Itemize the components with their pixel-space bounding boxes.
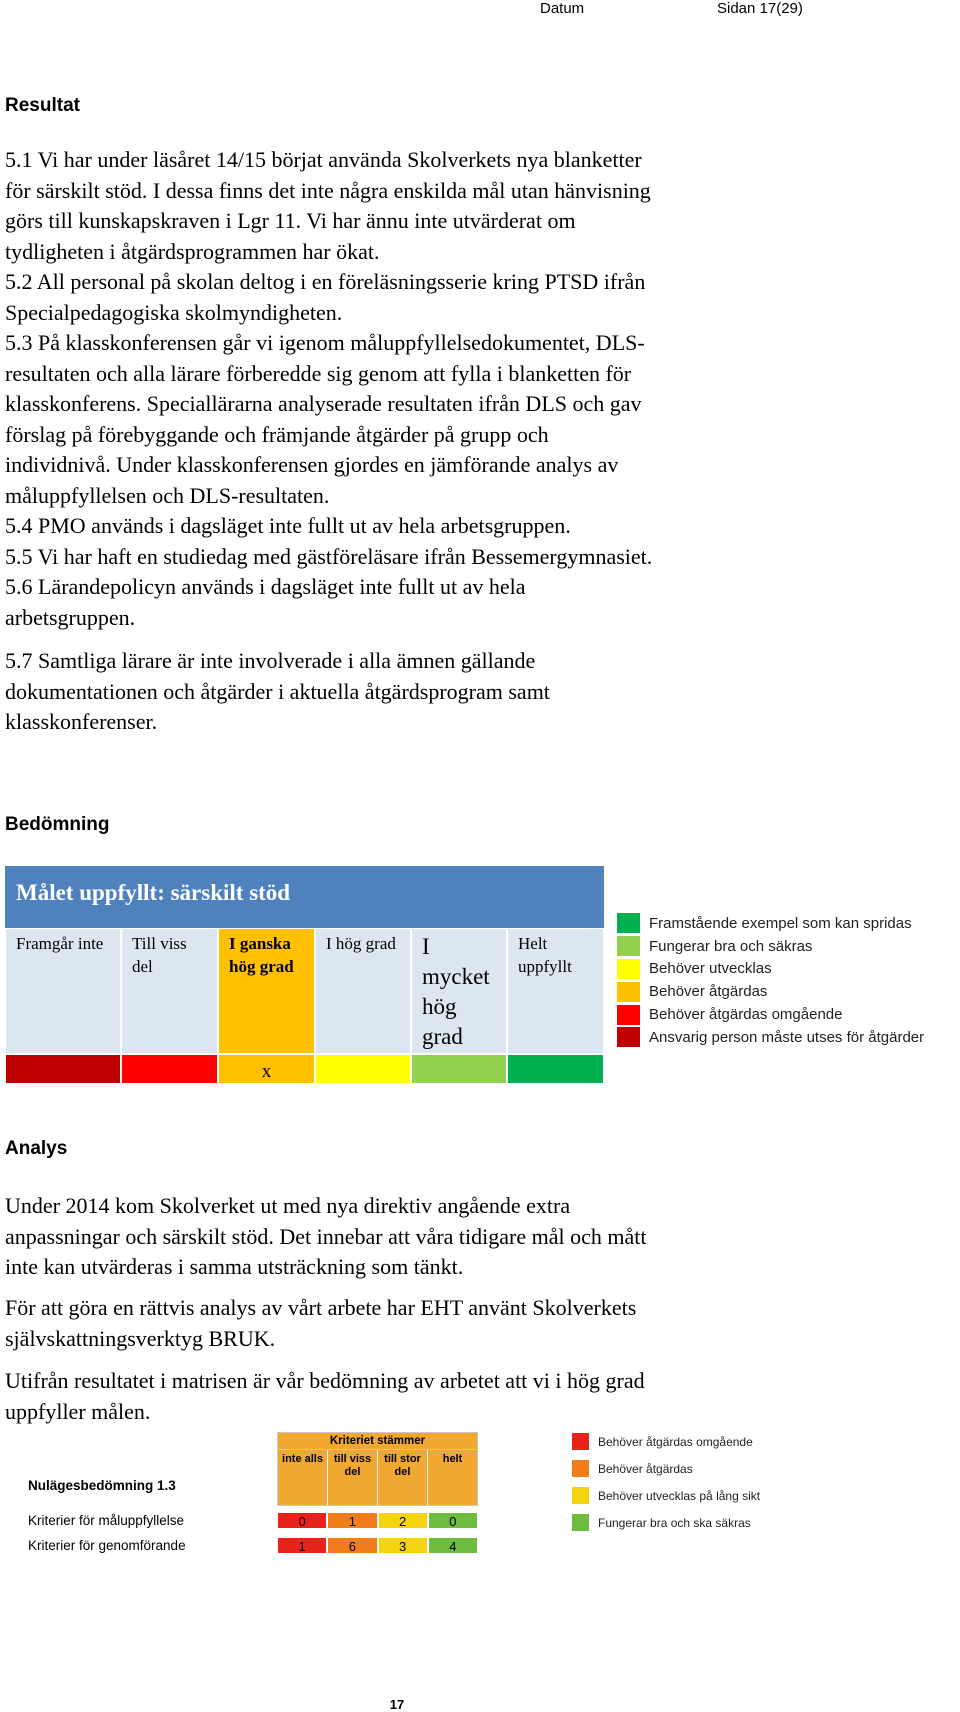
assessment-table-title: Målet uppfyllt: särskilt stöd <box>5 866 604 928</box>
resultat-line: dokumentationen och åtgärder i aktuella åtgärdsprogram samt <box>5 678 550 704</box>
assessment-column-label: Framgår inte <box>5 928 121 1054</box>
analys-paragraph-3 <box>5 1366 925 1427</box>
nulage-title: Nulägesbedömning 1.3 <box>28 1478 176 1493</box>
analys-line: inte kan utvärderas i samma utsträckning som tänkt. <box>5 1254 464 1279</box>
matrix-column-header: till viss del <box>327 1450 377 1505</box>
resultat-body-5-7 <box>5 646 925 738</box>
assessment-color-cell <box>121 1054 218 1084</box>
analys-line: Under 2014 kom Skolverket ut med nya direktiv angående extra <box>5 1193 571 1218</box>
legend-swatch <box>617 982 640 1002</box>
analys-line: anpassningar och särskilt stöd. Det innebar att våra tidigare mål och mått <box>5 1223 647 1249</box>
resultat-body <box>5 145 925 633</box>
resultat-line: förslag på förebyggande och främjande åtgärder på grupp och <box>5 421 549 447</box>
legend-item <box>617 980 957 1003</box>
legend-label: Framstående exempel som kan spridas <box>649 914 912 932</box>
matrix-cell: 1 <box>327 1512 377 1529</box>
matrix-cell: 3 <box>378 1537 428 1554</box>
resultat-line: 5.7 Samtliga lärare är inte involverade i alla ämnen gällande <box>5 648 536 673</box>
matrix-column-headers <box>277 1450 478 1506</box>
resultat-line: 5.2 All personal på skolan deltog i en föreläsningsserie kring PTSD ifrån <box>5 269 646 294</box>
resultat-line: för särskilt stöd. I dessa finns det inte några enskilda mål utan hänvisning <box>5 177 651 203</box>
resultat-line: Specialpedagogiska skolmyndigheten. <box>5 299 343 325</box>
matrix-column-header: helt <box>427 1450 477 1505</box>
assessment-color-cell <box>411 1054 507 1084</box>
resultat-line: resultaten och alla lärare förberedde sig genom att fylla i blanketten för <box>5 360 632 386</box>
nulage-legend-swatch <box>572 1487 589 1504</box>
nulage-legend-item <box>572 1428 760 1455</box>
header-date: Datum <box>540 0 585 17</box>
legend-label: Behöver utvecklas <box>649 960 772 978</box>
resultat-line: 5.3 På klasskonferensen går vi igenom måluppfyllelsedokumentet, DLS- <box>5 330 645 355</box>
nulage-legend-label: Behöver åtgärdas <box>598 1461 693 1476</box>
analys-line: självskattningsverktyg BRUK. <box>5 1325 276 1351</box>
assessment-color-cell <box>5 1054 121 1084</box>
assessment-column-label: I mycket hög grad <box>411 928 507 1054</box>
nulage-legend-item <box>572 1455 760 1482</box>
resultat-line: måluppfyllelsen och DLS-resultaten. <box>5 482 330 508</box>
nulage-legend-label: Behöver utvecklas på lång sikt <box>598 1488 761 1503</box>
matrix-column-header: inte alls <box>282 1453 323 1465</box>
resultat-line: 5.1 Vi har under läsåret 14/15 börjat använda Skolverkets nya blanketter <box>5 147 642 172</box>
analys-line: uppfyller målen. <box>5 1398 151 1424</box>
resultat-line: klasskonferens. Speciallärarna analyserade resultaten ifrån DLS och gav <box>5 391 642 416</box>
legend-label: Ansvarig person måste utses för åtgärder <box>649 1028 925 1046</box>
nulage-legend-item <box>572 1509 760 1536</box>
bedomning-heading: Bedömning <box>5 814 110 835</box>
assessment-color-cell <box>315 1054 411 1084</box>
header-page-number: Sidan 17(29) <box>717 0 803 17</box>
nulage-legend-item <box>572 1482 760 1509</box>
assessment-table-labels <box>5 928 604 1054</box>
matrix-row-maluppfyllelse <box>277 1512 478 1529</box>
resultat-line: 5.5 Vi har haft en studiedag med gästföreläsare ifrån Bessemergymnasiet. <box>5 543 653 569</box>
nulage-matrix <box>277 1432 478 1554</box>
analys-line: För att göra en rättvis analys av vårt arbete har EHT använt Skolverkets <box>5 1295 637 1320</box>
assessment-column-label: Helt uppfyllt <box>507 928 604 1054</box>
nulage-legend-swatch <box>572 1433 589 1450</box>
resultat-line: görs till kunskapskraven i Lgr 11. Vi har ännu inte utvärderat om <box>5 208 576 233</box>
legend-item <box>617 1026 957 1049</box>
nulage-legend-swatch <box>572 1460 589 1477</box>
matrix-cell: 1 <box>277 1537 327 1554</box>
matrix-cell: 0 <box>428 1512 478 1529</box>
nulage-legend-label: Fungerar bra och ska säkras <box>598 1515 751 1530</box>
resultat-line: 5.4 PMO används i dagsläget inte fullt ut av hela arbetsgruppen. <box>5 513 571 538</box>
assessment-column-label: I hög grad <box>315 928 411 1054</box>
matrix-cell: 4 <box>428 1537 478 1554</box>
legend-item <box>617 1003 957 1026</box>
nulage-row1-label: Kriterier för måluppfyllelse <box>28 1513 185 1528</box>
assessment-column-label: Till viss del <box>121 928 218 1054</box>
resultat-line: individnivå. Under klasskonferensen gjordes en jämförande analys av <box>5 452 619 477</box>
nulage-row2-label: Kriterier för genomförande <box>28 1538 186 1553</box>
resultat-line: klasskonferenser. <box>5 709 158 734</box>
legend-swatch <box>617 1005 640 1025</box>
footer-page-number: 17 <box>389 1697 405 1712</box>
nulage-legend-swatch <box>572 1514 589 1531</box>
analys-heading: Analys <box>5 1138 68 1159</box>
legend-swatch <box>617 936 640 956</box>
assessment-column-label: I ganska hög grad <box>218 928 315 1054</box>
matrix-column-header: till stor del <box>377 1450 427 1505</box>
matrix-cell: 2 <box>378 1512 428 1529</box>
assessment-table-colors <box>5 1054 604 1084</box>
legend-label: Behöver åtgärdas <box>649 983 768 1001</box>
nulage-legend-label: Behöver åtgärdas omgående <box>598 1434 753 1449</box>
assessment-color-cell: x <box>218 1054 315 1084</box>
resultat-line: tydligheten i åtgärdsprogrammen har ökat. <box>5 238 380 264</box>
legend-label: Fungerar bra och säkras <box>649 937 813 955</box>
analys-paragraph-1 <box>5 1191 925 1283</box>
legend-label: Behöver åtgärdas omgående <box>649 1006 843 1024</box>
matrix-cell: 6 <box>327 1537 377 1554</box>
analys-paragraph-2 <box>5 1293 925 1354</box>
legend-swatch <box>617 1027 640 1047</box>
resultat-line: arbetsgruppen. <box>5 604 136 630</box>
nulage-legend <box>572 1428 760 1536</box>
resultat-line: 5.6 Lärandepolicyn används i dagsläget inte fullt ut av hela <box>5 574 526 599</box>
assessment-color-cell <box>507 1054 604 1084</box>
analys-line: Utifrån resultatet i matrisen är vår bedömning av arbetet att vi i hög grad <box>5 1368 645 1393</box>
legend-item <box>617 912 957 935</box>
matrix-row-genomforande <box>277 1537 478 1554</box>
legend-item <box>617 958 957 981</box>
legend-swatch <box>617 959 640 979</box>
resultat-heading: Resultat <box>5 95 80 116</box>
legend-swatch <box>617 913 640 933</box>
matrix-cell: 0 <box>277 1512 327 1529</box>
legend-item <box>617 935 957 958</box>
matrix-header: Kriteriet stämmer <box>277 1432 478 1450</box>
assessment-legend <box>617 912 957 1049</box>
